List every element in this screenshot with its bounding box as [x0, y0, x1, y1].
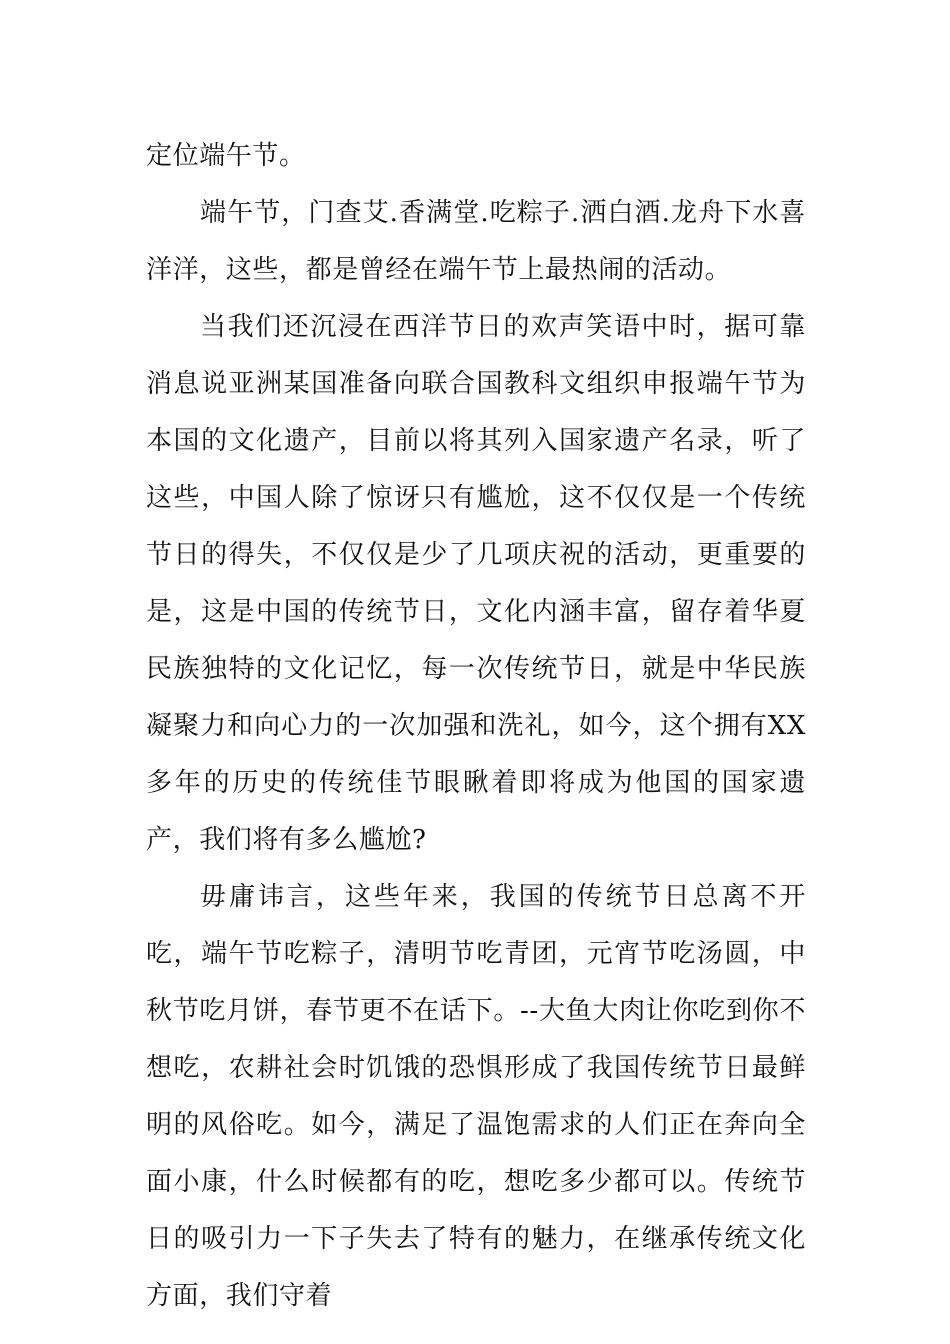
paragraph-1: 定位端午节。 [146, 141, 306, 171]
paragraph-2: 端午节，门查艾.香满堂.吃粽子.洒白酒.龙舟下水喜洋洋，这些，都是曾经在端午节上最热闹的活动。 [146, 198, 806, 285]
paragraph-4: 毋庸讳言，这些年来，我国的传统节日总离不开吃，端午节吃粽子，清明节吃青团，元宵节吃汤圆，中秋节吃月饼，春节更不在话下。--大鱼大肉让你吃到你不想吃，农耕社会时饥饿的恐惧形成了我国传统节日最鲜明的风俗吃。如今，满足了温饱需求的人们正在奔向全面小康，什么时候都有的吃，想吃多少都可以。传统节日的吸引力一下子失去了特有的魅力，在继承传统文化方面，我们守着 [146, 882, 806, 1311]
document-body [146, 128, 806, 1325]
paragraph-3: 当我们还沉浸在西洋节日的欢声笑语中时，据可靠消息说亚洲某国准备向联合国教科文组织申报端午节为本国的文化遗产，目前以将其列入国家遗产名录，听了这些，中国人除了惊讶只有尴尬，这不仅仅是一个传统节日的得失，不仅仅是少了几项庆祝的活动，更重要的是，这是中国的传统节日，文化内涵丰富，留存着华夏民族独特的文化记忆，每一次传统节日，就是中华民族凝聚力和向心力的一次加强和洗礼，如今，这个拥有XX多年的历史的传统佳节眼瞅着即将成为他国的国家遗产，我们将有多么尴尬? [146, 312, 806, 855]
